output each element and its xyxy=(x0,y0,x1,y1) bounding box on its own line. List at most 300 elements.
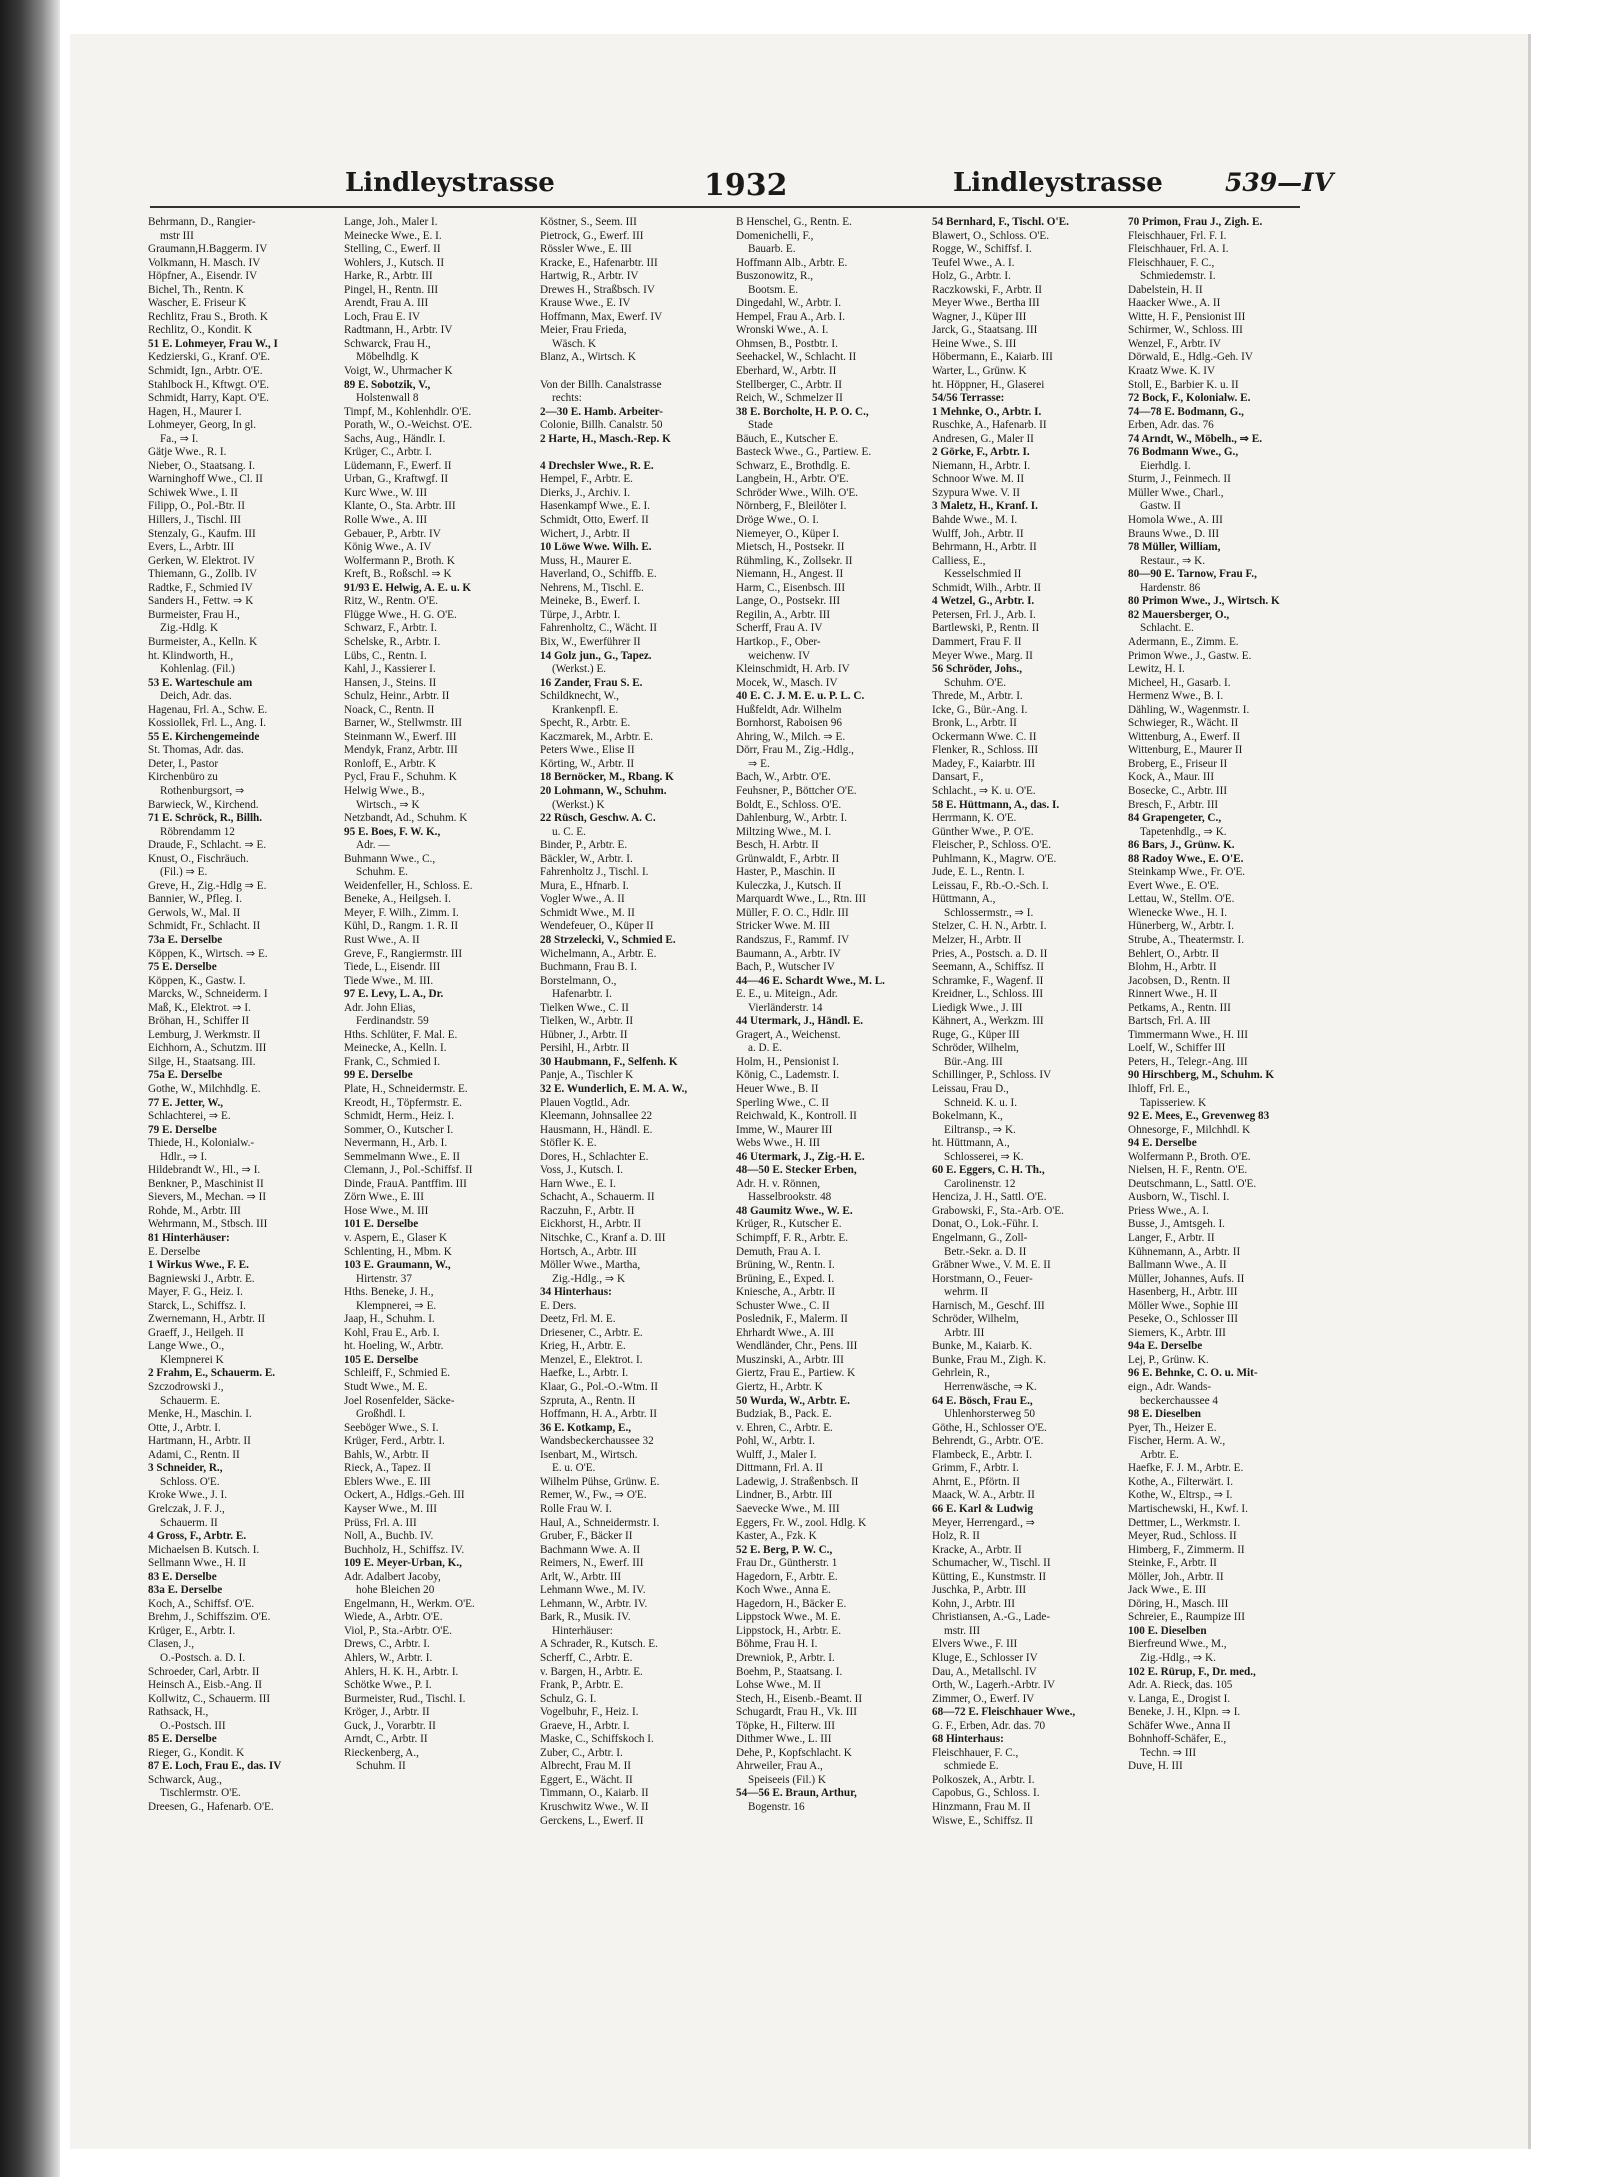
directory-entry: Eierhdlg. I. xyxy=(1140,459,1191,472)
directory-entry: Hasenberg, H., Arbtr. III xyxy=(1128,1286,1238,1299)
directory-entry: Blawert, O., Schloss. O'E. xyxy=(932,229,1049,242)
directory-entry: Gehrlein, R., xyxy=(932,1367,990,1380)
directory-entry: Schäfer Wwe., Anna II xyxy=(1128,1719,1231,1732)
directory-entry: Schuster Wwe., C. II xyxy=(736,1299,830,1312)
directory-entry: Silge, H., Staatsang. III. xyxy=(148,1055,256,1068)
directory-entry: Kohl, Frau E., Arb. I. xyxy=(344,1326,440,1339)
directory-entry: Restaur., ⇒ K. xyxy=(1140,554,1205,567)
directory-entry: Meyer Wwe., Marg. II xyxy=(932,649,1033,662)
directory-year: 1932 xyxy=(704,168,788,203)
directory-entry: Krause Wwe., E. IV xyxy=(540,297,631,310)
directory-entry: Homola Wwe., A. III xyxy=(1128,514,1223,527)
directory-entry: 78 Müller, William, xyxy=(1128,541,1221,554)
directory-entry: Hose Wwe., M. III xyxy=(344,1204,429,1217)
directory-entry: Stelling, C., Ewerf. II xyxy=(344,243,441,256)
directory-entry: Fleischer, P., Schloss. O'E. xyxy=(932,839,1052,852)
directory-entry: Seehackel, W., Schlacht. II xyxy=(736,351,857,364)
directory-entry: Großhdl. I. xyxy=(356,1408,406,1421)
directory-entry: Bierfreund Wwe., M., xyxy=(1128,1638,1227,1651)
directory-entry: Hillers, J., Tischl. III xyxy=(148,514,241,527)
directory-entry: Eggert, E., Wächt. II xyxy=(540,1773,633,1786)
directory-entry: Hartkop., F., Ober- xyxy=(736,635,821,648)
directory-entry: Döring, H., Masch. III xyxy=(1128,1597,1229,1610)
directory-entry: 50 Wurda, W., Arbtr. E. xyxy=(736,1394,850,1407)
directory-entry: Gruber, F., Bäcker II xyxy=(540,1530,633,1543)
directory-entry: Schauerm. II xyxy=(160,1516,218,1529)
directory-entry: B Henschel, G., Rentn. E. xyxy=(736,216,852,228)
directory-entry: Schelske, R., Arbtr. I. xyxy=(344,635,441,648)
directory-entry: Evers, L., Arbtr. III xyxy=(148,541,235,554)
directory-entry: Rössler Wwe., E. III xyxy=(540,243,632,256)
directory-entry: Wandsbeckerchaussee 32 xyxy=(540,1435,654,1448)
directory-entry: Möller, Joh., Arbtr. II xyxy=(1128,1570,1224,1583)
directory-entry: Schuhm. II xyxy=(356,1760,406,1773)
directory-entry: Teufel Wwe., A. I. xyxy=(932,256,1015,269)
directory-entry: Rolle Frau W. I. xyxy=(540,1502,612,1515)
directory-entry: Burmeister, A., Kelln. K xyxy=(148,635,258,648)
directory-entry: Barwieck, W., Kirchend. xyxy=(148,798,259,811)
directory-entry: Steinkamp Wwe., Fr. O'E. xyxy=(1128,866,1246,879)
directory-entry: Hths. Beneke, J. H., xyxy=(344,1286,434,1299)
directory-entry: Dörr, Frau M., Zig.-Hdlg., xyxy=(736,744,854,757)
directory-entry: Persihl, H., Arbtr. II xyxy=(540,1042,630,1055)
directory-entry: Radtke, F., Schmied IV xyxy=(148,581,253,594)
directory-entry: Fleischhauer, F. C., xyxy=(932,1746,1019,1759)
directory-entry: Arbtr. III xyxy=(944,1326,985,1339)
column-3 xyxy=(540,216,728,2046)
directory-entry: Mietsch, H., Postsekr. II xyxy=(736,541,845,554)
directory-entry: Jacobsen, D., Rentn. II xyxy=(1128,974,1231,987)
directory-entry: Strube, A., Theatermstr. I. xyxy=(1128,933,1244,946)
directory-entry: Kähnert, A., Werkzm. III xyxy=(932,1015,1044,1028)
directory-entry: Rohde, M., Arbtr. III xyxy=(148,1204,241,1217)
directory-entry: Ruge, G., Küper III xyxy=(932,1028,1020,1041)
directory-entry: 60 E. Eggers, C. H. Th., xyxy=(932,1164,1045,1177)
directory-entry: Mayer, F. G., Heiz. I. xyxy=(148,1286,243,1299)
directory-entry: Frank, C., Schmied I. xyxy=(344,1055,441,1068)
directory-entry: Harm, C., Eisenbsch. III xyxy=(736,581,846,594)
directory-entry: Niemeyer, O., Küper I. xyxy=(736,527,839,540)
directory-entry: Meinecke, A., Kelln. I. xyxy=(344,1042,447,1055)
directory-entry: Hüttmann, A., xyxy=(932,893,996,906)
column-2 xyxy=(344,216,532,2046)
directory-entry: A Schrader, R., Kutsch. E. xyxy=(540,1638,658,1651)
directory-entry: Hinterhäuser: xyxy=(552,1624,613,1637)
directory-entry: Frank, P., Arbtr. E. xyxy=(540,1679,624,1692)
directory-entry: 52 E. Berg, P. W. C., xyxy=(736,1543,833,1556)
directory-entry: Specht, R., Arbtr. E. xyxy=(540,717,631,730)
directory-entry: Zuber, C., Arbtr. I. xyxy=(540,1746,623,1759)
directory-entry: Meyer, Herrengard., ⇒ xyxy=(932,1516,1036,1529)
directory-entry: 99 E. Derselbe xyxy=(344,1069,413,1082)
directory-entry: Behlert, O., Arbtr. II xyxy=(1128,947,1220,960)
directory-entry: Orth, W., Lagerh.-Arbtr. IV xyxy=(932,1679,1056,1692)
directory-entry: Kraatz Wwe. K. IV xyxy=(1128,365,1216,378)
directory-entry: Nielsen, H. F., Rentn. O'E. xyxy=(1128,1164,1248,1177)
directory-entry: Giertz, H., Arbtr. K xyxy=(736,1381,823,1394)
directory-entry: 80 Primon Wwe., J., Wirtsch. K xyxy=(1128,595,1280,608)
directory-entry: Wirtsch., ⇒ K xyxy=(356,798,420,811)
directory-entry: Reimers, N., Ewerf. III xyxy=(540,1557,644,1570)
directory-entry: Behrmann, H., Arbtr. II xyxy=(932,541,1037,554)
directory-entry: 38 E. Borcholte, H. P. O. C., xyxy=(736,405,869,418)
directory-entry: 32 E. Wunderlich, E. M. A. W., xyxy=(540,1083,688,1095)
directory-entry: Szpruta, A., Rentn. II xyxy=(540,1394,636,1407)
directory-entry: Greve, F., Rangiermstr. III xyxy=(344,947,463,960)
directory-entry: 14 Golz jun., G., Tapez. xyxy=(540,649,652,662)
directory-entry: Hdlr., ⇒ I. xyxy=(160,1150,207,1163)
directory-entry: Timpf, M., Kohlenhdlr. O'E. xyxy=(344,405,472,418)
directory-entry: Warter, L., Grünw. K xyxy=(932,365,1027,378)
directory-entry: Bichel, Th., Rentn. K xyxy=(148,283,244,296)
directory-entry: Gräbner Wwe., V. M. E. II xyxy=(932,1259,1051,1272)
directory-entry: Adr. Adalbert Jacoby, xyxy=(344,1570,441,1583)
directory-entry: Loch, Frau E. IV xyxy=(344,310,421,323)
directory-entry: Ohnesorge, F., Milchhdl. K xyxy=(1128,1123,1251,1136)
directory-entry: ht. Höppner, H., Glaserei xyxy=(932,378,1045,391)
directory-entry: Koch, A., Schiffsf. O'E. xyxy=(148,1597,255,1610)
directory-entry: Jude, E. L., Rentn. I. xyxy=(932,866,1025,879)
directory-entry: a. D. E. xyxy=(748,1042,782,1055)
directory-entry: Lange, Joh., Maler I. xyxy=(344,216,438,228)
directory-entry: Giertz, Frau E., Partiew. K xyxy=(736,1367,856,1380)
directory-entry: Ockermann Wwe. C. II xyxy=(932,730,1037,743)
directory-entry: v. Aspern, E., Glaser K xyxy=(344,1232,448,1245)
directory-entry: Harke, R., Arbtr. III xyxy=(344,270,433,283)
directory-entry: Stellberger, C., Arbtr. II xyxy=(736,378,842,391)
directory-entry: Hansen, J., Steins. II xyxy=(344,676,437,689)
directory-entry: 70 Primon, Frau J., Zigh. E. xyxy=(1128,216,1263,228)
directory-entry: Grimm, F., Arbtr. I. xyxy=(932,1462,1019,1475)
directory-entry: Schulz, G. I. xyxy=(540,1692,597,1705)
directory-entry: Hagenau, Frl. A., Schw. E. xyxy=(148,703,268,716)
directory-entry: Bresch, F., Arbtr. III xyxy=(1128,798,1219,811)
directory-entry: v. Langa, E., Drogist I. xyxy=(1128,1692,1231,1705)
directory-entry: Priess Wwe., A. I. xyxy=(1128,1204,1209,1217)
directory-entry: Wagner, J., Küper III xyxy=(932,310,1027,323)
directory-entry: Dammert, Frau F. II xyxy=(932,635,1022,648)
directory-entry: Hardenstr. 86 xyxy=(1140,581,1201,594)
directory-entry: 90 Hirschberg, M., Schuhm. K xyxy=(1128,1069,1275,1082)
directory-entry: Madey, F., Kaiarbtr. III xyxy=(932,757,1036,770)
directory-entry: 94 E. Derselbe xyxy=(1128,1137,1197,1150)
directory-entry: Krankenpfl. E. xyxy=(552,703,619,716)
directory-entry: Stöfler K. E. xyxy=(540,1137,597,1150)
directory-entry: Gebauer, P., Arbtr. IV xyxy=(344,527,441,540)
directory-entry: Kütting, E., Kunstmstr. II xyxy=(932,1570,1047,1583)
directory-entry: O.-Postsch. a. D. I. xyxy=(160,1651,246,1664)
directory-entry: Ohmsen, B., Postbtr. I. xyxy=(736,337,838,350)
directory-entry: Kracke, A., Arbtr. II xyxy=(932,1543,1022,1556)
directory-entry: Kohn, J., Arbtr. III xyxy=(932,1597,1015,1610)
book-binding-shadow xyxy=(0,0,60,2177)
directory-entry: Schmidt Wwe., M. II xyxy=(540,906,635,919)
directory-entry: Hußfeldt, Adr. Wilhelm xyxy=(736,703,842,716)
directory-entry: Kesselschmied II xyxy=(944,568,1022,581)
directory-entry: Hinzmann, Frau M. II xyxy=(932,1800,1031,1813)
directory-entry: Schmidt, Otto, Ewerf. II xyxy=(540,514,649,527)
directory-entry: Pingel, H., Rentn. III xyxy=(344,283,439,296)
directory-entry: Petkams, A., Rentn. III xyxy=(1128,1001,1231,1014)
directory-entry: Szczodrowski J., xyxy=(148,1381,224,1394)
directory-entry: Mendyk, Franz, Arbtr. III xyxy=(344,744,458,757)
directory-entry: Schlosserei, ⇒ K. xyxy=(944,1150,1024,1163)
directory-entry: Maß, K., Elektrot. ⇒ I. xyxy=(148,1001,251,1014)
directory-entry: Kreft, B., Roßschl. ⇒ K xyxy=(344,568,452,581)
directory-entry: Stoll, E., Barbier K. u. II xyxy=(1128,378,1239,391)
directory-entry: Bix, W., Ewerführer II xyxy=(540,635,641,648)
directory-entry: Niemann, H., Angest. II xyxy=(736,568,844,581)
directory-entry: Drews, C., Arbtr. I. xyxy=(344,1638,430,1651)
directory-entry: Böhme, Frau H. I. xyxy=(736,1638,818,1651)
directory-entry: 64 E. Bösch, Frau E., xyxy=(932,1394,1033,1407)
directory-entry: Köppen, K., Gastw. I. xyxy=(148,974,246,987)
directory-entry: Koch Wwe., Anna E. xyxy=(736,1584,831,1597)
directory-entry: Beneke, J. H., Klpn. ⇒ I. xyxy=(1128,1706,1241,1719)
directory-entry: Eberhard, W., Arbtr. II xyxy=(736,365,837,378)
directory-entry: Tiede, L., Eisendr. III xyxy=(344,961,441,974)
directory-entry: Siemers, K., Arbtr. III xyxy=(1128,1326,1226,1339)
directory-entry: Köstner, S., Seem. III xyxy=(540,216,637,228)
directory-entry: Bogenstr. 16 xyxy=(748,1800,805,1813)
directory-entry: 92 E. Mees, E., Grevenweg 83 xyxy=(1128,1110,1270,1123)
directory-entry: Guck, J., Vorarbtr. II xyxy=(344,1719,436,1732)
directory-entry: Wendländer, Chr., Pens. III xyxy=(736,1340,858,1353)
directory-entry: Haefke, F. J. M., Arbtr. E. xyxy=(1128,1462,1244,1475)
directory-entry: Herrmann, K. O'E. xyxy=(932,812,1017,825)
directory-entry: Petersen, Frl. J., Arb. I. xyxy=(932,608,1036,621)
directory-entry: Schwarck, Aug., xyxy=(148,1773,222,1786)
directory-entry: 105 E. Derselbe xyxy=(344,1353,419,1366)
directory-entry: Deter, I., Pastor xyxy=(148,757,219,770)
directory-entry: Kühnemann, A., Arbtr. II xyxy=(1128,1245,1241,1258)
directory-entry: Weidenfeller, H., Schloss. E. xyxy=(344,879,473,892)
directory-entry: Lemburg, J. Werkmstr. II xyxy=(148,1028,261,1041)
directory-entry: 77 E. Jetter, W., xyxy=(148,1096,224,1109)
directory-entry: Fahrenholtz J., Tischl. I. xyxy=(540,866,649,879)
directory-entry: Stenzaly, G., Kaufm. III xyxy=(148,527,256,540)
directory-entry: Wronski Wwe., A. I. xyxy=(736,324,829,337)
directory-entry: Bronk, L., Arbtr. II xyxy=(932,717,1017,730)
directory-entry: Bach, P., Wutscher IV xyxy=(736,961,835,974)
directory-entry: Bachmann Wwe. A. II xyxy=(540,1543,641,1556)
directory-entry: Primon Wwe., J., Gastw. E. xyxy=(1128,649,1252,662)
directory-entry: 1 Mehnke, O., Arbtr. I. xyxy=(932,405,1042,418)
directory-entry: 46 Utermark, J., Zig.-H. E. xyxy=(736,1150,865,1163)
directory-entry: Engelmann, G., Zoll- xyxy=(932,1232,1028,1245)
directory-entry: Arbtr. E. xyxy=(1140,1448,1179,1461)
directory-entry: hohe Bleichen 20 xyxy=(356,1584,435,1597)
directory-entry: Schauerm. E. xyxy=(160,1394,220,1407)
directory-entry: mstr III xyxy=(160,229,194,242)
directory-entry: Noll, A., Buchb. IV. xyxy=(344,1530,434,1543)
directory-entry: Porath, W., O.-Weichst. O'E. xyxy=(344,419,473,432)
directory-entry: Seemann, A., Schiffsz. II xyxy=(932,961,1044,974)
directory-entry: Martischewski, H., Kwf. I. xyxy=(1128,1502,1248,1515)
directory-entry: 44—46 E. Schardt Wwe., M. L. xyxy=(736,974,885,987)
directory-entry: Wehrmann, M., Stbsch. III xyxy=(148,1218,268,1231)
directory-entry: Andresen, G., Maler II xyxy=(932,432,1034,445)
directory-entry: 68 Hinterhaus: xyxy=(932,1733,1004,1746)
directory-entry: Dittmann, Frl. A. II xyxy=(736,1462,824,1475)
directory-entry: Bunke, M., Kaiarb. K. xyxy=(932,1340,1033,1353)
directory-entry: Knust, O., Fischräuch. xyxy=(148,852,249,865)
directory-entry: Bannier, W., Pfleg. I. xyxy=(148,893,243,906)
directory-entry: Kothe, W., Eltrsp., ⇒ I. xyxy=(1128,1489,1233,1502)
directory-entry: 3 Maletz, H., Kranf. I. xyxy=(932,500,1038,513)
directory-entry: Möller Wwe., Martha, xyxy=(540,1259,641,1272)
directory-entry: 91/93 E. Helwig, A. E. u. K xyxy=(344,581,472,594)
directory-entry: Rieckenberg, A., xyxy=(344,1746,419,1759)
directory-entry: Zig.-Hdlg., ⇒ K. xyxy=(1140,1651,1216,1664)
directory-entry: Krüger, E., Arbtr. I. xyxy=(148,1624,236,1637)
directory-entry: Zig.-Hdlg., ⇒ K xyxy=(552,1272,626,1285)
directory-entry: Eiltransp., ⇒ K. xyxy=(944,1123,1016,1136)
directory-entry: 3 Schneider, R., xyxy=(148,1462,223,1475)
directory-entry: (Werkst.) K xyxy=(552,798,605,811)
directory-entry: Greve, H., Zig.-Hdlg ⇒ E. xyxy=(148,879,267,892)
directory-entry: Remer, W., Fw., ⇒ O'E. xyxy=(540,1489,647,1502)
directory-entry: Hausmann, H., Händl. E. xyxy=(540,1123,653,1136)
directory-entry: Henciza, J. H., Sattl. O'E. xyxy=(932,1191,1047,1204)
directory-entry: Schacht, A., Schauerm. II xyxy=(540,1191,655,1204)
directory-entry: Plate, H., Schneidermstr. E. xyxy=(344,1083,468,1095)
directory-entry: Duve, H. III xyxy=(1128,1760,1183,1773)
directory-entry: Lüdemann, F., Ewerf. II xyxy=(344,459,452,472)
directory-entry: Randszus, F., Rammf. IV xyxy=(736,933,850,946)
directory-entry: 16 Zander, Frau S. E. xyxy=(540,676,643,689)
directory-entry: Schuhm. O'E. xyxy=(944,676,1006,689)
directory-entry: Arendt, Frau A. III xyxy=(344,297,429,310)
directory-entry: Lohmeyer, Georg, In gl. xyxy=(148,419,257,432)
directory-entry: Töpke, H., Filterw. III xyxy=(736,1719,836,1732)
directory-entry: Krieg, H., Arbtr. E. xyxy=(540,1340,626,1353)
directory-entry: Klante, O., Sta. Arbtr. III xyxy=(344,500,456,513)
directory-entry: Fa., ⇒ I. xyxy=(160,432,199,445)
directory-entry: Lindner, B., Arbtr. III xyxy=(736,1489,833,1502)
directory-entry: Graumann,H.Baggerm. IV xyxy=(148,243,268,256)
directory-entry: Lewitz, H. I. xyxy=(1128,663,1185,676)
directory-entry: Frau Dr., Güntherstr. 1 xyxy=(736,1557,838,1570)
directory-entry: Bosecke, C., Arbtr. III xyxy=(1128,784,1228,797)
directory-entry: Barner, W., Stellwmstr. III xyxy=(344,717,462,730)
directory-entry: Vierländerstr. 14 xyxy=(748,1001,823,1014)
directory-entry: Pries, A., Postsch. a. D. II xyxy=(932,947,1048,960)
directory-entry: 34 Hinterhaus: xyxy=(540,1286,612,1299)
directory-entry: Bauarb. E. xyxy=(748,243,796,256)
directory-entry: Poslednik, F., Malerm. II xyxy=(736,1313,848,1326)
directory-entry: Schlachterei, ⇒ E. xyxy=(148,1110,231,1123)
street-name-right: Lindleystrasse xyxy=(953,168,1163,198)
directory-entry: 85 E. Derselbe xyxy=(148,1733,217,1746)
directory-entry: Schloss. O'E. xyxy=(160,1475,220,1488)
directory-entry: Nevermann, H., Arb. I. xyxy=(344,1137,448,1150)
directory-entry: Kniesche, A., Arbtr. II xyxy=(736,1286,836,1299)
directory-entry: Langer, F., Arbtr. II xyxy=(1128,1232,1215,1245)
directory-entry: St. Thomas, Adr. das. xyxy=(148,744,244,757)
directory-entry: Dehe, P., Kopfschlacht. K xyxy=(736,1746,852,1759)
directory-entry: Bootsm. E. xyxy=(748,283,799,296)
page-header xyxy=(345,168,1334,208)
directory-entry: Joel Rosenfelder, Säcke- xyxy=(344,1394,455,1407)
directory-entry: Günther Wwe., P. O'E. xyxy=(932,825,1034,838)
directory-entry: Kollwitz, C., Schauerm. III xyxy=(148,1692,271,1705)
directory-entry: Gothe, W., Milchhdlg. E. xyxy=(148,1083,261,1095)
directory-entry: 2 Frahm, E., Schauerm. E. xyxy=(148,1367,276,1380)
directory-entry: Hasenkampf Wwe., E. I. xyxy=(540,500,651,513)
directory-entry: Meineke, B., Ewerf. I. xyxy=(540,595,641,608)
directory-entry: Dierks, J., Archiv. I. xyxy=(540,486,631,499)
directory-entry: Techn. ⇒ III xyxy=(1140,1746,1197,1759)
directory-entry: E. u. O'E. xyxy=(552,1462,596,1475)
directory-entry: Ahlers, W., Arbtr. I. xyxy=(344,1651,433,1664)
directory-entry: Hirtenstr. 37 xyxy=(356,1272,412,1285)
directory-entry: Sachs, Aug., Händlr. I. xyxy=(344,432,446,445)
directory-entry: Raczkowski, F., Arbtr. II xyxy=(932,283,1043,296)
directory-entry: Hths. Schlüter, F. Mal. E. xyxy=(344,1028,458,1041)
directory-entry: Gerckens, L., Ewerf. II xyxy=(540,1814,644,1827)
directory-entry: beckerchaussee 4 xyxy=(1140,1394,1218,1407)
directory-entry: Holm, H., Pensionist I. xyxy=(736,1055,839,1068)
directory-entry: 94a E. Derselbe xyxy=(1128,1340,1203,1353)
directory-entry: Nitschke, C., Kranf a. D. III xyxy=(540,1232,666,1245)
directory-entry: Köppen, K., Wirtsch. ⇒ E. xyxy=(148,947,268,960)
directory-entry: Calliess, E., xyxy=(932,554,986,567)
directory-entry: Busse, J., Amtsgeh. I. xyxy=(1128,1218,1225,1231)
directory-entry: Haacker Wwe., A. II xyxy=(1128,297,1221,310)
directory-entry: Heine Wwe., S. III xyxy=(932,337,1017,350)
directory-entry: Bohnhoff-Schäfer, E., xyxy=(1128,1733,1227,1746)
directory-entry: Kröger, J., Arbtr. II xyxy=(344,1706,430,1719)
directory-entry: Donat, O., Lok.-Führ. I. xyxy=(932,1218,1039,1231)
directory-entry: Schneid. K. u. I. xyxy=(944,1096,1018,1109)
directory-entry: Draude, F., Schlacht. ⇒ E. xyxy=(148,839,267,852)
directory-entry: Maske, C., Schiffskoch I. xyxy=(540,1733,654,1746)
directory-entry: ⇒ E. xyxy=(748,757,770,770)
directory-entry: Gerwols, W., Mal. II xyxy=(148,906,241,919)
directory-entry: Sommer, O., Kutscher I. xyxy=(344,1123,454,1136)
directory-entry: Sturm, J., Feinmech. II xyxy=(1128,473,1231,486)
directory-entry: 83 E. Derselbe xyxy=(148,1570,217,1583)
directory-entry: Lippstock Wwe., M. E. xyxy=(736,1611,841,1624)
directory-entry: Urban, G., Kraftwgf. II xyxy=(344,473,449,486)
directory-entry: Semmelmann Wwe., E. II xyxy=(344,1150,460,1163)
directory-entry: 82 Mauersberger, O., xyxy=(1128,608,1230,621)
directory-entry: Lettau, W., Stellm. O'E. xyxy=(1128,893,1235,906)
directory-entry: Göthe, H., Schlosser O'E. xyxy=(932,1421,1047,1434)
directory-entry: Himberg, F., Zimmerm. II xyxy=(1128,1543,1245,1556)
directory-entry: Brüning, E., Exped. I. xyxy=(736,1272,835,1285)
directory-entry: Elvers Wwe., F. III xyxy=(932,1638,1018,1651)
directory-entry: Dau, A., Metallschl. IV xyxy=(932,1665,1037,1678)
directory-entry: Bagniewski J., Arbtr. E. xyxy=(148,1272,255,1285)
directory-entry: Meyer, Rud., Schloss. II xyxy=(1128,1530,1237,1543)
directory-entry: 88 Radoy Wwe., E. O'E. xyxy=(1128,852,1244,865)
directory-entry: Steinke, F., Arbtr. II xyxy=(1128,1557,1217,1570)
directory-entry: Carolinenstr. 12 xyxy=(944,1177,1016,1190)
directory-entry: Pycl, Frau F., Schuhm. K xyxy=(344,771,457,784)
directory-entry: Zwernemann, H., Arbtr. II xyxy=(148,1313,266,1326)
directory-entry: Drewniok, P., Arbtr. I. xyxy=(736,1651,835,1664)
directory-entry: Müller, F. O. C., Hdlr. III xyxy=(736,906,849,919)
directory-entry: Rieger, G., Kondit. K xyxy=(148,1746,245,1759)
directory-entry: Rechlitz, O., Kondit. K xyxy=(148,324,253,337)
directory-entry: Pietrock, G., Ewerf. III xyxy=(540,229,644,242)
directory-entry: Ronloff, E., Arbtr. K xyxy=(344,757,437,770)
directory-entry: Kossiollek, Frl. L., Ang. I. xyxy=(148,717,267,730)
directory-entry: Engelmann, H., Werkm. O'E. xyxy=(344,1597,475,1610)
directory-entry: Adr. — xyxy=(356,839,390,852)
